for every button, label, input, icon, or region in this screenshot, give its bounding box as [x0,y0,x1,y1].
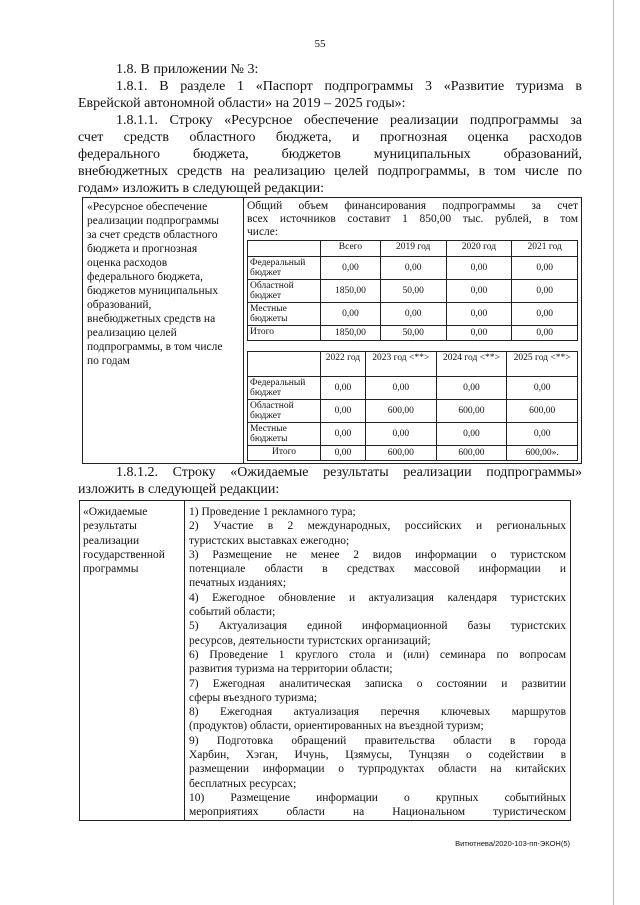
finance-table-outer [82,197,582,464]
para-1-8-1-1-line2: счет средств областного бюджета, и прогнозная оценка расходов [78,130,582,145]
value-cell: 0,00 [380,257,446,280]
document-footer-code: Витютнева/2020-103-пп-ЭКОН(5) [455,839,570,848]
table-header-cell: Всего [321,241,381,257]
page-edge-line [613,0,614,905]
value-cell: 600,00». [507,446,578,461]
results-table [79,500,571,821]
results-line: 1) Проведение 1 рекламного тура; [189,506,356,518]
finance-left-line: подпрограммы, в том числе [87,341,223,353]
table-row [248,280,578,303]
value-cell: 0,00 [380,303,446,326]
results-line: 7) Ежегодная аналитическая записка о состоянии и развитии [189,677,566,690]
table-row [248,423,578,446]
para-1-8: 1.8. В приложении № 3: [116,62,259,77]
finance-left-line: внебюджетных средств на [87,313,216,325]
value-cell: 600,00 [365,446,436,461]
row-label-cell: Областной бюджет [248,280,321,303]
results-left-line: реализации [83,534,140,547]
results-line: 9) Подготовка обращений правительства области в города [189,734,566,747]
results-line: Харбин, Хэган, Ичунь, Цзямусы, Тунцзян о содействии в [189,749,566,762]
table-header-cell: 2025 год <**> [507,352,578,377]
table-header-cell [248,352,321,377]
finance-left-line: образований, [87,299,152,311]
page-number: 55 [314,38,326,50]
finance-left-line: федерального бюджета, [87,271,204,283]
finance-left-line: оценка расходов [87,257,168,269]
results-line: потенциале области в средствах массовой информации и [189,563,566,576]
table-row [248,257,578,280]
value-cell: 0,00 [512,326,578,341]
results-line: развития туризма на территории области; [189,663,393,676]
table-row [248,446,578,461]
finance-left-line: за счет средств областного [87,229,218,241]
fin-intro-2: всех источников составит 1 850,00 тыс. рублей, в том [247,213,578,225]
value-cell: 600,00 [507,400,578,423]
para-1-8-1-line2: Еврейской автономной области» на 2019 – 2025 годы»: [78,96,406,111]
table-header-cell: 2024 год <**> [436,352,507,377]
results-line: 2) Участие в 2 международных, российских и региональных [189,520,566,533]
results-line: 5) Актуализация единой информационной базы туристских [189,620,566,633]
value-cell: 0,00 [321,257,381,280]
table-header-cell: 2022 год [321,352,366,377]
finance-table-2019-2021 [247,240,578,341]
results-left-line: «Ожидаемые [83,506,148,518]
results-line: бесплатных ресурсах; [189,777,297,790]
para-1-8-1-1-line4: внебюджетных средств на реализацию целей подпрограммы, в том числе по [78,164,582,179]
value-cell: 0,00 [446,280,512,303]
results-line: печатных изданиях; [189,577,287,590]
value-cell: 0,00 [507,423,578,446]
results-line: 8) Ежегодная актуализация перечня ключевых маршрутов [189,706,566,719]
results-line: 6) Проведение 1 круглого стола и (или) семинара по вопросам [189,648,566,661]
value-cell: 0,00 [446,303,512,326]
row-label-cell: Итого [248,326,321,341]
value-cell: 0,00 [321,446,366,461]
value-cell: 0,00 [321,303,381,326]
value-cell: 0,00 [512,280,578,303]
table-row [248,303,578,326]
fin-intro-3: числе: [247,226,279,238]
value-cell: 0,00 [365,423,436,446]
results-line: размещении информации о турпродуктах области на китайских [189,763,566,776]
results-left-line: результаты [83,520,137,533]
value-cell: 0,00 [321,377,366,400]
finance-left-line: бюджета и прогнозная [87,243,198,255]
results-line: 3) Размещение не менее 2 видов информации о туристском [189,548,566,561]
value-cell: 0,00 [436,377,507,400]
value-cell: 50,00 [380,280,446,303]
row-label-cell: Федеральный бюджет [248,377,321,400]
finance-left-line: реализации подпрограммы [87,215,220,227]
value-cell: 0,00 [321,423,366,446]
results-line: мероприятиях области на Национальном туристическом [189,806,566,819]
finance-left-cell [83,198,244,464]
finance-left-line: бюджетов муниципальных [87,285,219,297]
para-1-8-1-1-line5: годам» изложить в следующей редакции: [78,181,324,196]
value-cell: 0,00 [365,377,436,400]
finance-left-line: по годам [87,355,130,367]
table-row [248,400,578,423]
row-label-cell: Местные бюджеты [248,423,321,446]
results-line: событий области; [189,606,276,619]
value-cell: 0,00 [512,303,578,326]
results-right-cell [185,501,571,821]
results-line: 10) Размещение информации о крупных событийных [189,791,566,804]
finance-left-text [83,198,243,370]
results-left-line: государственной [83,548,165,561]
value-cell: 0,00 [512,257,578,280]
value-cell: 50,00 [380,326,446,341]
value-cell: 0,00 [507,377,578,400]
row-label-cell: Федеральный бюджет [248,257,321,280]
table-header-cell [248,241,321,257]
results-line: ресурсов, деятельности туристских организаций; [189,634,431,647]
value-cell: 600,00 [436,446,507,461]
results-line: 4) Ежегодное обновление и актуализация календаря туристских [189,591,566,604]
results-line: (продуктов) области, ориентированных на въездной туризм; [189,720,484,733]
value-cell: 1850,00 [321,280,381,303]
para-1-8-1-2-line2: изложить в следующей редакции: [78,482,280,497]
para-1-8-1-1-line1: 1.8.1.1. Строку «Ресурсное обеспечение реализации подпрограммы за [116,113,582,128]
value-cell: 0,00 [446,326,512,341]
finance-left-line: «Ресурсное обеспечение [87,201,208,213]
value-cell: 1850,00 [321,326,381,341]
row-label-cell: Областной бюджет [248,400,321,423]
results-line: туристских выставках ежегодно; [189,534,350,547]
value-cell: 600,00 [436,400,507,423]
table-header-cell: 2021 год [512,241,578,257]
para-1-8-1-2-line1: 1.8.1.2. Строку «Ожидаемые результаты реализации подпрограммы» [116,465,582,480]
results-list [189,505,566,820]
results-line: сферы въездного туризма; [189,691,318,704]
finance-left-line: реализацию целей [87,327,177,339]
table-header-cell: 2023 год <**> [365,352,436,377]
value-cell: 0,00 [446,257,512,280]
results-left-line: программы [83,563,139,576]
finance-table-2022-2025 [247,351,578,461]
finance-right-cell [244,198,582,464]
results-left-cell [80,501,185,821]
table-header-cell: 2019 год [380,241,446,257]
row-label-cell: Местные бюджеты [248,303,321,326]
results-left-text [83,505,181,576]
fin-intro-1: Общий объем финансирования подпрограммы за счет [247,200,578,212]
value-cell: 0,00 [436,423,507,446]
table-row [248,326,578,341]
value-cell: 600,00 [365,400,436,423]
row-label-cell: Итого [248,446,321,461]
table-row [248,377,578,400]
value-cell: 0,00 [321,400,366,423]
para-1-8-1-line1: 1.8.1. В разделе 1 «Паспорт подпрограммы 3 «Развитие туризма в [116,79,582,94]
table-header-cell: 2020 год [446,241,512,257]
para-1-8-1-1-line3: федерального бюджета, бюджетов муниципальных образований, [78,147,582,162]
